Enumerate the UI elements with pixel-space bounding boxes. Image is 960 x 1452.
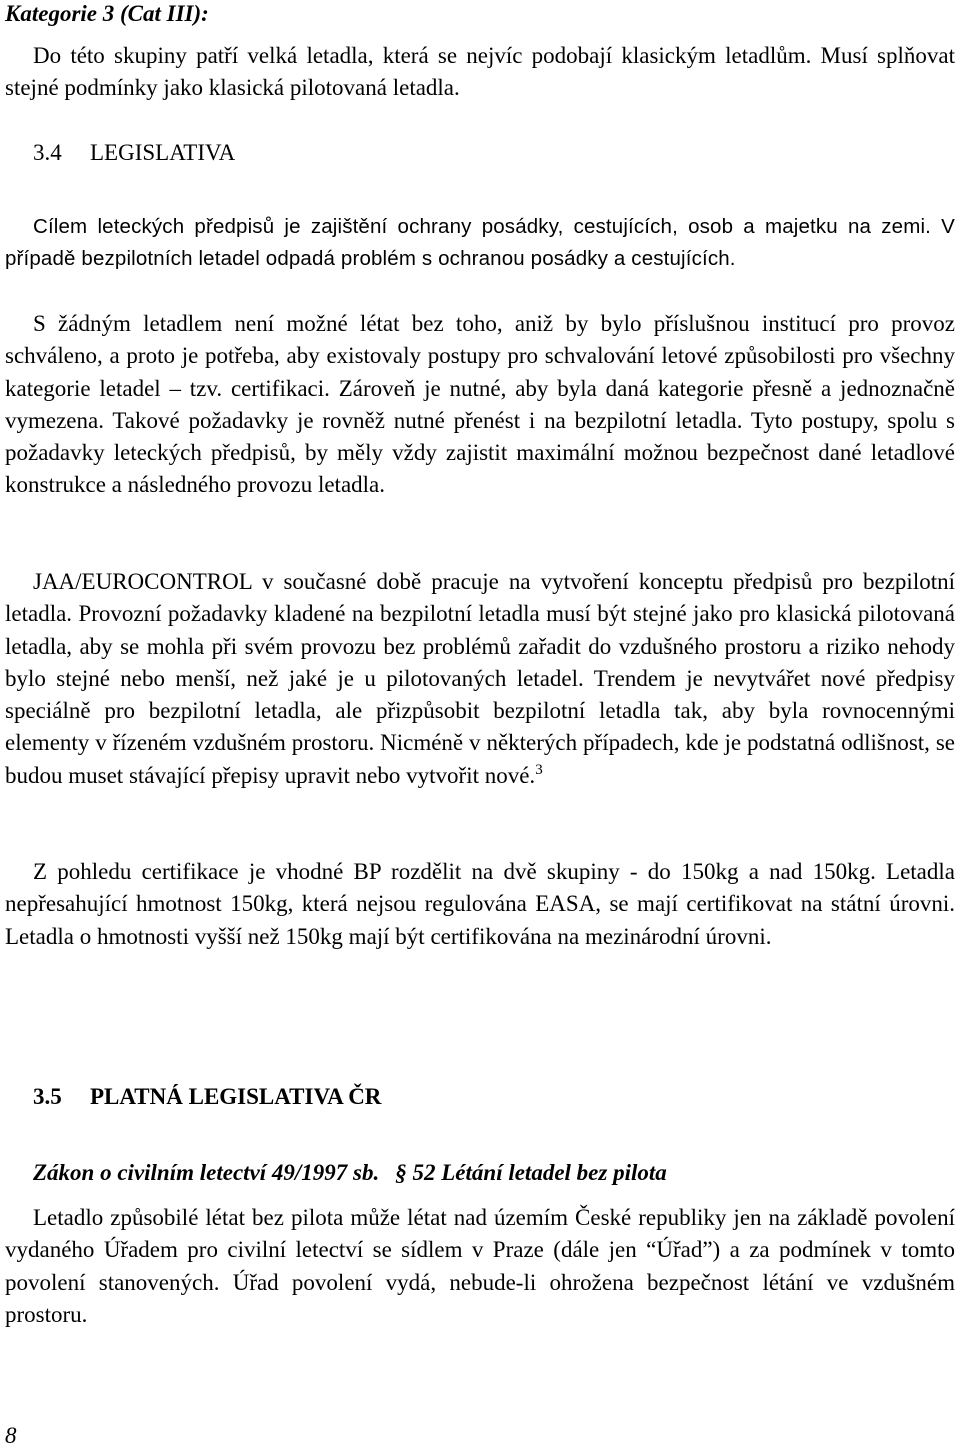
certification-paragraph: S žádným letadlem není možné létat bez toho, aniž by bylo příslušnou institucí pro provoz schváleno, a proto je potřeba, aby existovaly postupy pro schvalování letové způsobilosti pro všechny kategorie letadel – tzv. certifikaci. Zároveň je nutné, aby byla daná kategorie přesně a jednoznačně vymezena. Takové požadavky je rovněž nutné přenést i na bezpilotní letadla. Tyto postupy, spolu s požadavky leteckých předpisů, by měly vždy zajistit maximální možnou bezpečnost dané letadlové konstrukce a následného provozu letadla. (5, 311, 955, 498)
category-heading: Kategorie 3 (Cat III): (5, 1, 209, 26)
law-title: Zákon o civilním letectví 49/1997 sb. (33, 1160, 380, 1185)
section-title: LEGISLATIVA (90, 140, 236, 165)
legislation-intro-paragraph: Cílem leteckých předpisů je zajištění ochrany posádky, cestujících, osob a majetku na zemi. V případě bezpilotních letadel odpadá problém s ochranou posádky a cestujících. (5, 215, 955, 271)
category-paragraph: Do této skupiny patří velká letadla, která se nejvíc podobají klasickým letadlům. Musí splňovat stejné podmínky jako klasická pilotovaná letadla. (5, 43, 955, 101)
jaa-eurocontrol-text: JAA/EUROCONTROL v současné době pracuje na vytvoření konceptu předpisů pro bezpilotní letadla. Provozní požadavky kladené na bezpilotní letadla musí být stejné jako pro klasická pilotovaná letadla, aby se mohla při svém provozu bez problémů zařadit do vzdušného prostoru a riziko nehody bylo stejné nebo menší, než jaké je u pilotovaných letadel. Trendem je nevytvářet nové předpisy speciálně pro bezpilotní letadla, ale přizpůsobit bezpilotní letadla tak, aby byla rovnocennými elementy v řízeném vzdušném prostoru. Nicméně v některých případech, kde je podstatná odlišnost, se budou muset stávající přepisy upravit nebo vytvořit nové. (5, 569, 955, 788)
section-heading-3-5 (33, 1082, 381, 1112)
section-number: 3.5 (33, 1084, 62, 1109)
jaa-eurocontrol-paragraph (5, 566, 955, 792)
section-heading-3-4 (33, 138, 235, 168)
law-heading (33, 1158, 667, 1188)
page-number: 8 (5, 1423, 17, 1448)
weight-categories-paragraph: Z pohledu certifikace je vhodné BP rozdělit na dvě skupiny - do 150kg a nad 150kg. Letadla nepřesahující hmotnost 150kg, která nejsou regulována EASA, se mají certifikovat na státní úrovni. Letadla o hmotnosti vyšší než 150kg mají být certifikována na mezinárodní úrovni. (5, 859, 955, 949)
footnote-reference: 3 (535, 761, 543, 778)
law-section: § 52 Létání letadel bez pilota (395, 1160, 667, 1185)
section-number: 3.4 (33, 140, 62, 165)
section-title: PLATNÁ LEGISLATIVA ČR (90, 1084, 382, 1109)
law-paragraph: Letadlo způsobilé létat bez pilota může létat nad územím České republiky jen na základě povolení vydaného Úřadem pro civilní letectví se sídlem v Praze (dále jen “Úřad”) a za podmínek v tomto povolení stanovených. Úřad povolení vydá, nebude-li ohrožena bezpečnost létání ve vzdušném prostoru. (5, 1205, 955, 1327)
